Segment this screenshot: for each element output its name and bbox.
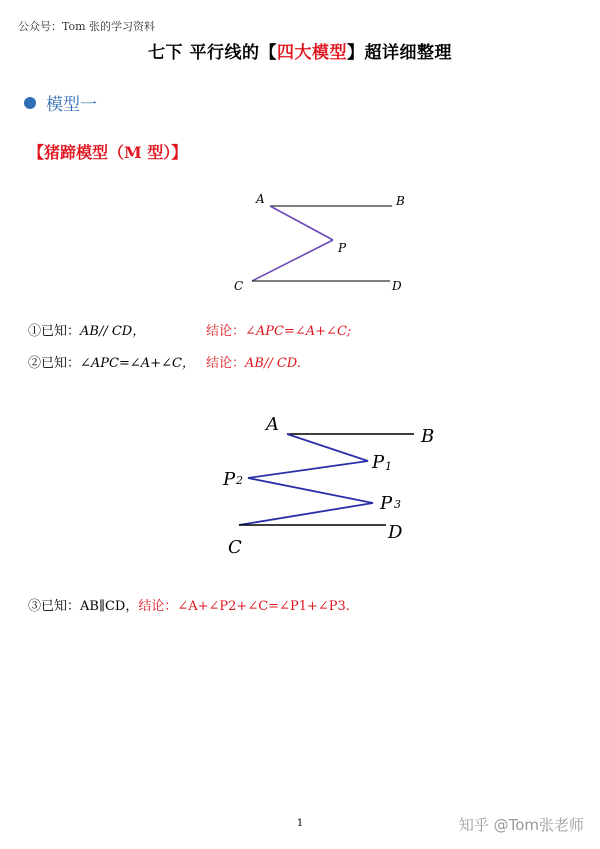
statement-1-number: ① — [28, 324, 42, 339]
statement-3-number: ③ — [28, 599, 42, 614]
statement-3-given: 已知：AB∥CD， — [41, 599, 139, 614]
statement-1-given-prefix: 已知： — [41, 324, 81, 339]
fig2-label-b: B — [421, 426, 435, 447]
fig2-label-d: D — [388, 522, 403, 543]
fig2-zigzag — [239, 434, 373, 525]
model-title: 【猪蹄模型（M 型）】 — [28, 143, 188, 162]
statement-1-conclusion — [206, 320, 351, 339]
statement-1 — [28, 320, 352, 339]
statement-2-conclusion — [206, 352, 301, 371]
title-highlight: 四大模型 — [276, 43, 347, 63]
statement-2-conclusion-prefix: 结论： — [206, 356, 246, 371]
header-source-text: 公众号：Tom 张的学习资料 — [18, 20, 156, 33]
fig2-label-p2-sub: 2 — [236, 474, 243, 487]
statement-2-given-prefix: 已知： — [41, 356, 81, 371]
fig1-label-b: B — [396, 194, 405, 208]
fig1-label-a: A — [256, 192, 265, 206]
page-number: 1 — [296, 818, 304, 829]
fig1-label-d: D — [392, 279, 402, 293]
fig1-label-c: C — [234, 279, 244, 293]
statement-3 — [28, 595, 350, 614]
statement-1-conclusion-text: ∠APC=∠A+∠C; — [245, 324, 352, 339]
statement-3-conclusion: 结论：∠A+∠P2+∠C=∠P1+∠P3. — [138, 599, 350, 614]
statement-2-conclusion-text: AB// CD. — [245, 356, 301, 371]
page-title — [0, 38, 600, 63]
fig2-label-a: A — [266, 414, 279, 435]
fig1-label-p: P — [338, 241, 347, 255]
title-prefix: 七下 平行线的【 — [148, 43, 277, 63]
statement-1-given: AB// CD， — [80, 324, 146, 339]
fig2-label-p2: P — [223, 469, 236, 490]
bullet-dot-icon — [24, 97, 36, 109]
fig2-label-p1-sub: 1 — [385, 460, 392, 473]
statement-2-given: ∠APC=∠A+∠C， — [80, 356, 195, 371]
statement-2-number: ② — [28, 356, 42, 371]
watermark-text: 知乎 @Tom张老师 — [458, 816, 584, 834]
fig1-line-pc — [252, 240, 333, 281]
section-label: 模型一 — [46, 95, 97, 115]
fig2-label-p3: P — [380, 493, 393, 514]
section-heading — [24, 90, 97, 115]
fig1-line-ap — [270, 206, 333, 240]
statement-1-conclusion-prefix: 结论： — [206, 324, 246, 339]
fig2-label-p1: P — [372, 452, 385, 473]
statement-2 — [28, 352, 301, 371]
fig2-label-c: C — [228, 537, 242, 558]
title-suffix: 】超详细整理 — [346, 43, 452, 63]
fig2-label-p3-sub: 3 — [394, 498, 401, 511]
